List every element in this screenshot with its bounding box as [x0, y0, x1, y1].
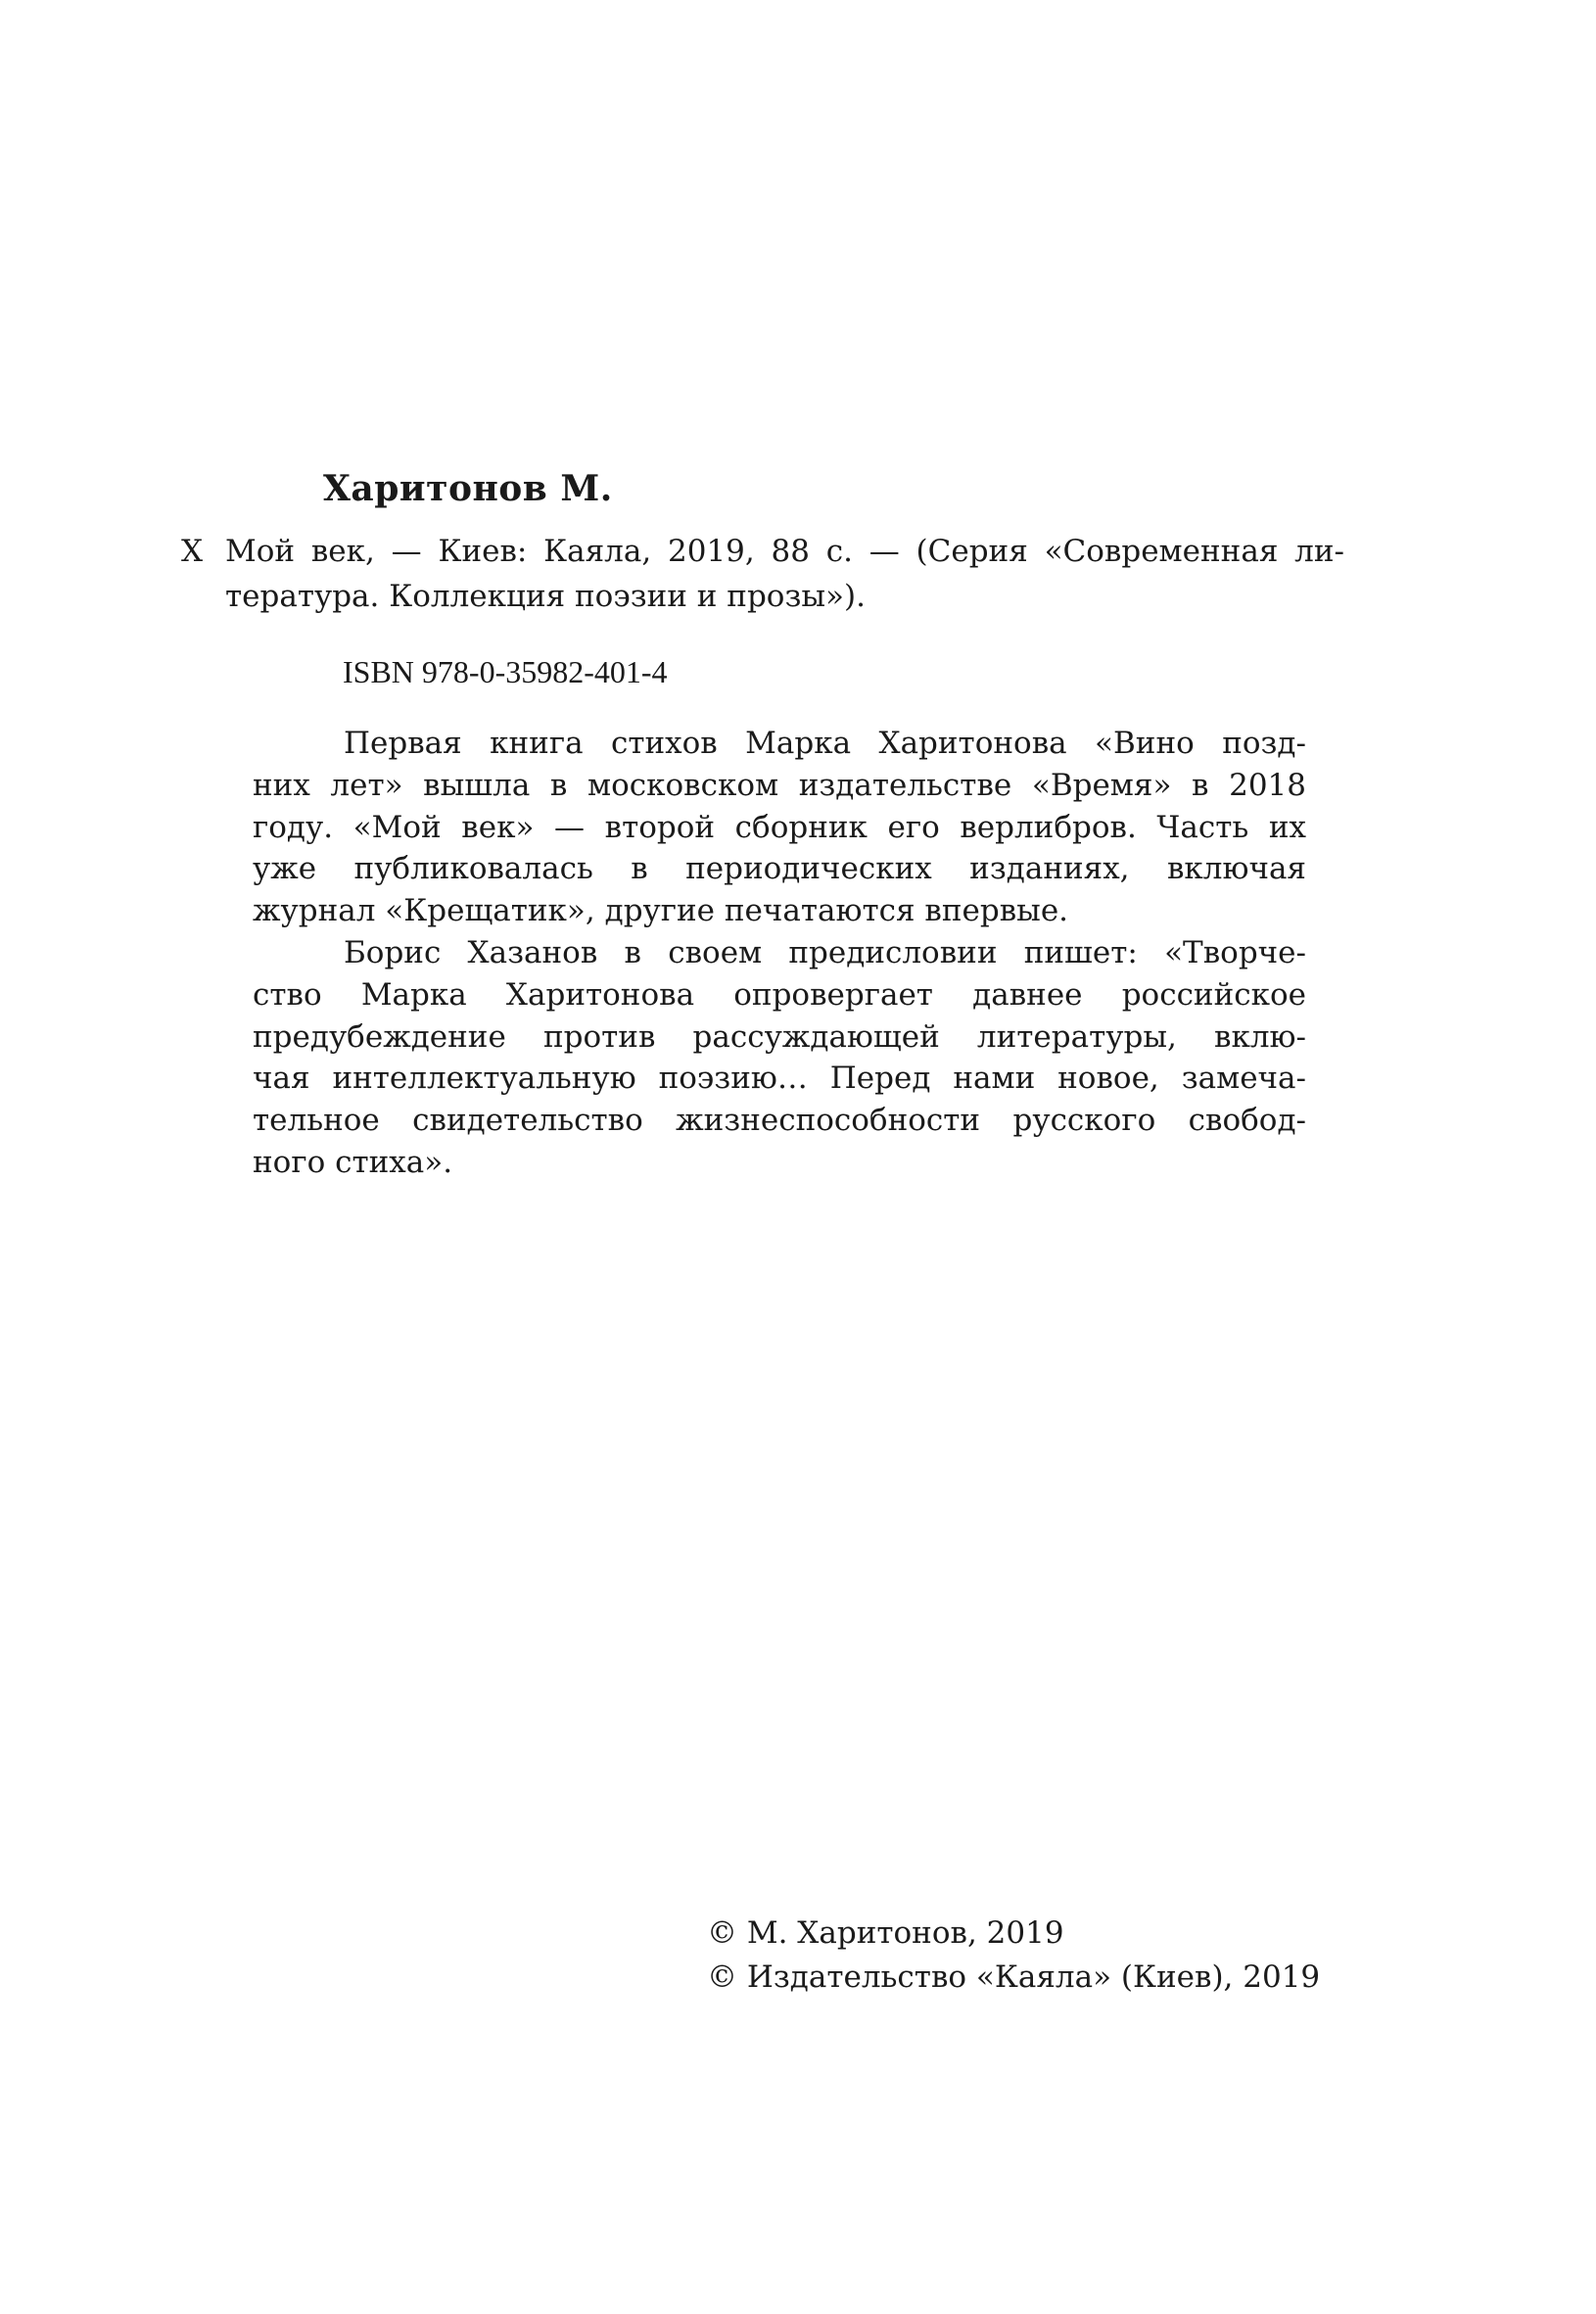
annotation-line: чая интеллектуальную поэзию… Перед нами новое, замеча- [253, 1061, 1306, 1097]
bibliographic-line-1 [181, 529, 1344, 574]
annotation-line: ного стиха». [253, 1144, 453, 1180]
annotation-line: уже публиковалась в периодических изданиях, включая [253, 851, 1306, 887]
annotation-line: журнал «Крещатик», другие печатаются впервые. [253, 893, 1069, 929]
author-name: Харитонов М. [323, 468, 613, 509]
annotation-line: тельное свидетельство жизнеспособности русского свобод- [253, 1103, 1306, 1139]
copyright-block [707, 1912, 1320, 2000]
annotation-line: них лет» вышла в московском издательстве «Время» в 2018 [253, 767, 1306, 803]
bibliographic-line-2: тература. Коллекция поэзии и прозы»). [225, 579, 866, 614]
copyright-author: © М. Харитонов, 2019 [707, 1915, 1064, 1951]
annotation-line: Борис Хазанов в своем предисловии пишет: «Творче- [344, 934, 1306, 970]
annotation-text [253, 723, 1306, 1184]
bibliographic-record [181, 529, 1344, 619]
isbn-number: ISBN 978-0-35982-401-4 [343, 654, 668, 689]
annotation-line: ство Марка Харитонова опровергает давнее российское [253, 976, 1306, 1013]
annotation-line: году. «Мой век» — второй сборник его верлибров. Часть их [253, 809, 1306, 845]
copyright-publisher: © Издательство «Каяла» (Киев), 2019 [707, 1960, 1321, 1995]
annotation-line: предубеждение против рассуждающей литературы, вклю- [253, 1018, 1306, 1055]
bibliographic-description: Мой век, — Киев: Каяла, 2019, 88 с. — (Серия «Современная ли- [225, 534, 1344, 569]
annotation-line: Первая книга стихов Марка Харитонова «Вино позд- [344, 726, 1306, 761]
author-index-letter: Х [181, 534, 204, 569]
